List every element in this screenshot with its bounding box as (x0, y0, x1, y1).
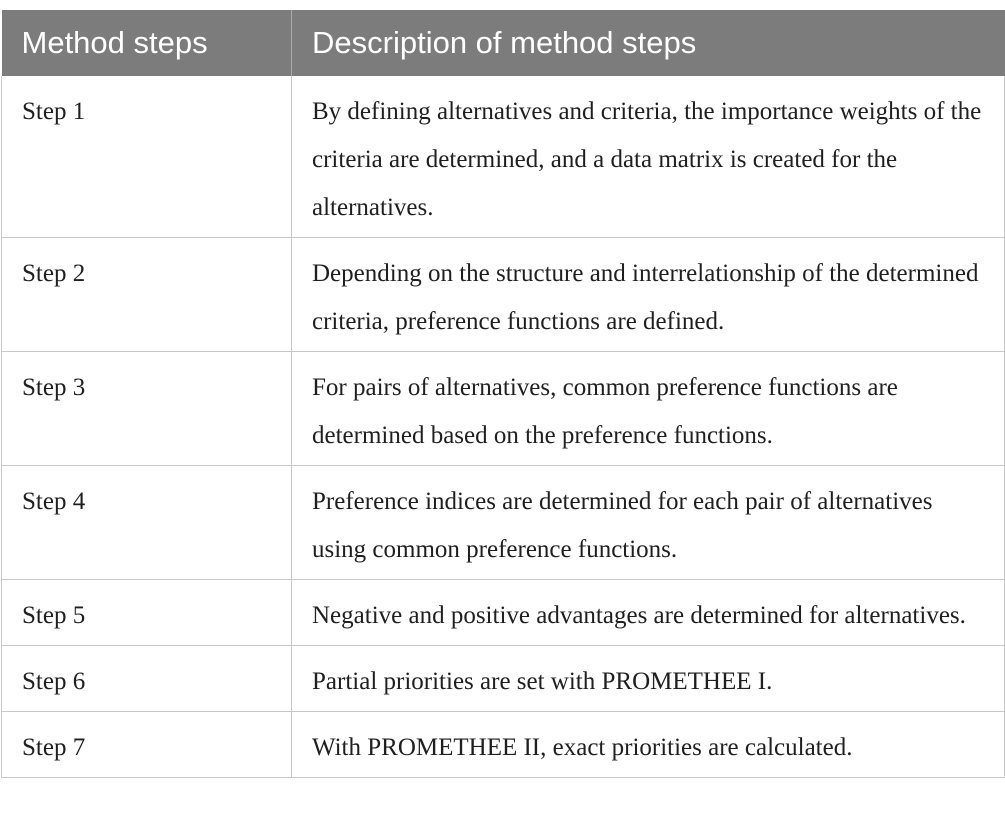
description-cell: Preference indices are determined for each pair of alternatives using common preference functions. (292, 466, 1005, 580)
step-cell: Step 1 (2, 76, 292, 238)
table-row (2, 712, 1005, 778)
description-cell: By defining alternatives and criteria, the importance weights of the criteria are determined, and a data matrix is created for the alternatives. (292, 76, 1005, 238)
step-cell: Step 7 (2, 712, 292, 778)
description-cell: With PROMETHEE II, exact priorities are calculated. (292, 712, 1005, 778)
table-row (2, 580, 1005, 646)
description-cell: Partial priorities are set with PROMETHEE I. (292, 646, 1005, 712)
header-method-steps: Method steps (2, 10, 292, 76)
table-row (2, 352, 1005, 466)
step-cell: Step 5 (2, 580, 292, 646)
table-row (2, 466, 1005, 580)
table-row (2, 238, 1005, 352)
description-cell: For pairs of alternatives, common preference functions are determined based on the preference functions. (292, 352, 1005, 466)
description-cell: Negative and positive advantages are determined for alternatives. (292, 580, 1005, 646)
table-header (2, 10, 1005, 76)
step-cell: Step 2 (2, 238, 292, 352)
table-row (2, 76, 1005, 238)
method-steps-table-container (1, 10, 1004, 778)
method-steps-table (1, 10, 1005, 778)
header-description: Description of method steps (292, 10, 1005, 76)
description-cell: Depending on the structure and interrelationship of the determined criteria, preference functions are defined. (292, 238, 1005, 352)
table-body (2, 76, 1005, 778)
header-row (2, 10, 1005, 76)
step-cell: Step 4 (2, 466, 292, 580)
step-cell: Step 3 (2, 352, 292, 466)
table-row (2, 646, 1005, 712)
step-cell: Step 6 (2, 646, 292, 712)
